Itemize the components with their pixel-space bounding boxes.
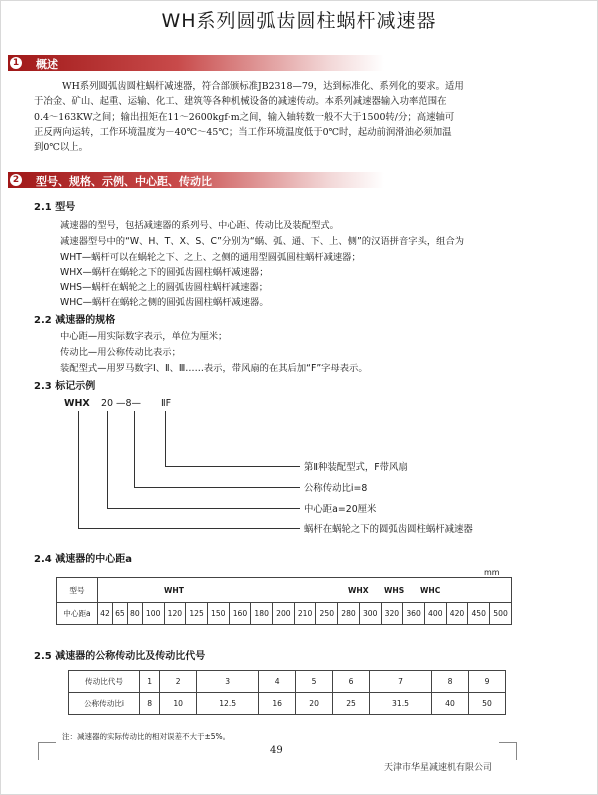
table-cell: 16 (259, 693, 296, 715)
section-1-line: WH系列圆弧齿圆柱蜗杆减速器，符合部颁标准JB2318—79，达到标准化、系列化的要求。适用 (62, 81, 464, 92)
table-cell: 500 (490, 603, 512, 625)
mark-center: 20 (101, 398, 114, 409)
table-cell: 2 (160, 671, 197, 693)
text-line: 减速器型号中的“W、H、T、X、S、C”分别为“蜗、弧、通、下、上、侧”的汉语拼音字头，组合为 (60, 236, 465, 247)
text-line: WHS—蜗杆在蜗轮之上的圆弧齿圆柱蜗杆减速器； (60, 282, 269, 293)
table-header-cell: 中心距a (57, 603, 98, 625)
page-title: WH系列圆弧齿圆柱蜗杆减速器 (161, 10, 437, 32)
table-cell: 8 (140, 693, 160, 715)
mark-label-model: 蜗杆在蜗轮之下的圆弧齿圆柱蜗杆减速器 (304, 524, 473, 535)
table-cell: 80 (127, 603, 142, 625)
center-distance-table (56, 577, 512, 625)
table-cell: 450 (468, 603, 490, 625)
table-cell: 31.5 (370, 693, 432, 715)
mark-label-center: 中心距a=20厘米 (304, 504, 377, 515)
text-line: 传动比—用公称传动比表示； (60, 347, 181, 358)
company-name: 天津市华星减速机有限公司 (384, 763, 493, 773)
table-cell: 5 (296, 671, 333, 693)
crop-mark (38, 742, 56, 743)
table-cell: 420 (446, 603, 468, 625)
table-cell: 10 (160, 693, 197, 715)
unit-label: mm (484, 568, 500, 577)
table-header-cell: 传动比代号 (69, 671, 140, 693)
page-number: 49 (270, 745, 283, 756)
section-1-line: 0.4～163KW之间；输出扭矩在11～2600kgf·m之间，输入轴转数一般不大于1500转/分；高速轴可 (34, 111, 455, 123)
leader-line (78, 411, 79, 528)
model-group-cell (98, 578, 512, 603)
text-line: WHC—蜗杆在蜗轮之侧的圆弧齿圆柱蜗杆减速器。 (60, 297, 269, 308)
mark-label-ratio: 公称传动比i=8 (304, 483, 368, 494)
table-cell: 280 (338, 603, 360, 625)
subsection-2-1-heading: 2.1 型号 (34, 202, 76, 213)
crop-mark (38, 742, 39, 760)
text-line: WHX—蜗杆在蜗轮之下的圆弧齿圆柱蜗杆减速器； (60, 267, 269, 278)
section-1-title: 概述 (36, 58, 58, 71)
table-cell: 6 (333, 671, 370, 693)
table-cell: 50 (468, 693, 505, 715)
subsection-2-4-heading: 2.4 减速器的中心距a (34, 554, 132, 565)
leader-line (165, 411, 166, 466)
table-row (69, 693, 506, 715)
leader-line (78, 528, 300, 529)
model-group-label: WHC (420, 586, 441, 595)
leader-line (134, 487, 300, 488)
model-group-label: WHX (348, 586, 369, 595)
table-cell: 320 (381, 603, 403, 625)
table-cell: 200 (273, 603, 295, 625)
subsection-2-3-heading: 2.3 标记示例 (34, 381, 96, 392)
table-cell: 250 (316, 603, 338, 625)
table-cell: 40 (432, 693, 469, 715)
mark-assembly: ⅡF (161, 398, 172, 409)
subsection-2-5-heading: 2.5 减速器的公称传动比及传动比代号 (34, 651, 206, 662)
table-row (69, 671, 506, 693)
section-1-header (8, 55, 384, 71)
table-cell: 42 (98, 603, 113, 625)
table-cell: 150 (207, 603, 229, 625)
text-line: 装配型式—用罗马数字Ⅰ、Ⅱ、Ⅲ……表示，带风扇的在其后加“F”字母表示。 (60, 363, 368, 374)
mark-label-assembly: 第Ⅱ种装配型式，F带风扇 (304, 462, 408, 473)
mark-ratio: —8— (116, 398, 142, 409)
table-cell: 360 (403, 603, 425, 625)
table-row (57, 578, 512, 603)
table-cell: 25 (333, 693, 370, 715)
table-cell: 100 (142, 603, 164, 625)
section-2-number: 2 (10, 174, 22, 186)
ratio-table (68, 670, 506, 715)
table-cell: 300 (359, 603, 381, 625)
leader-line (107, 411, 108, 508)
table-cell: 7 (370, 671, 432, 693)
table-cell: 4 (259, 671, 296, 693)
leader-line (134, 411, 135, 487)
section-2-header (8, 172, 384, 188)
footnote: 注：减速器的实际传动比的相对误差不大于±5%。 (62, 732, 231, 741)
table-cell: 120 (164, 603, 186, 625)
leader-line (107, 508, 300, 509)
section-1-line: 正反两向运转，工作环境温度为－40℃～45℃；当工作环境温度低于0℃时，起动前润滑油必须加温 (34, 126, 452, 138)
table-cell: 1 (140, 671, 160, 693)
table-header-cell: 型号 (57, 578, 98, 603)
table-cell: 9 (468, 671, 505, 693)
table-cell: 160 (229, 603, 251, 625)
table-cell: 3 (197, 671, 259, 693)
table-cell: 12.5 (197, 693, 259, 715)
table-row (57, 603, 512, 625)
model-group-label: WHT (164, 586, 184, 595)
section-1-line: 到0℃以上。 (34, 142, 88, 154)
table-cell: 400 (424, 603, 446, 625)
table-cell: 125 (186, 603, 208, 625)
table-cell: 180 (251, 603, 273, 625)
text-line: 减速器的型号，包括减速器的系列号、中心距、传动比及装配型式。 (60, 220, 339, 231)
mark-model: WHX (64, 398, 90, 409)
table-cell: 65 (112, 603, 127, 625)
table-cell: 210 (294, 603, 316, 625)
text-line: 中心距—用实际数字表示，单位为厘米； (60, 331, 228, 342)
section-1-line: 于冶金、矿山、起重、运输、化工、建筑等各种机械设备的减速传动。本系列减速器输入功率范围在 (34, 96, 447, 108)
leader-line (165, 466, 300, 467)
table-header-cell: 公称传动比i (69, 693, 140, 715)
table-cell: 20 (296, 693, 333, 715)
section-1-number: 1 (10, 57, 22, 69)
crop-mark (516, 742, 517, 760)
section-1-body (34, 79, 560, 155)
subsection-2-2-heading: 2.2 减速器的规格 (34, 315, 116, 326)
crop-mark (499, 742, 517, 743)
text-line: WHT—蜗杆可以在蜗轮之下、之上、之侧的通用型圆弧圆柱蜗杆减速器； (60, 252, 361, 263)
section-2-title: 型号、规格、示例、中心距、传动比 (36, 175, 212, 188)
table-cell: 8 (432, 671, 469, 693)
model-group-label: WHS (384, 586, 405, 595)
